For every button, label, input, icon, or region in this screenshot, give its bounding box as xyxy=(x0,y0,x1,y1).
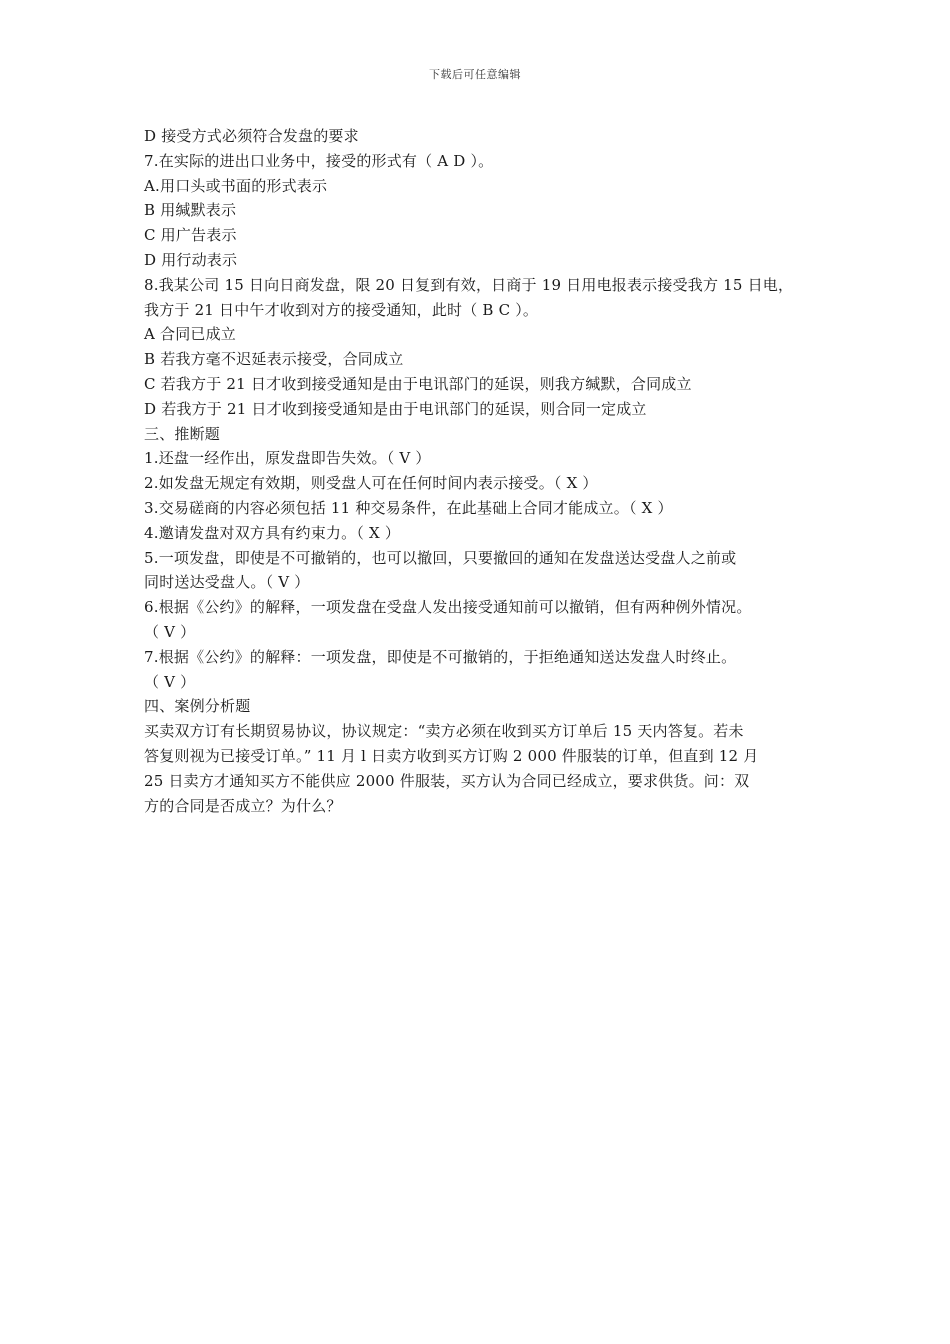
option-a: A 合同已成立 xyxy=(144,325,237,344)
document-body xyxy=(144,124,824,818)
case-text: 25 日卖方才通知买方不能供应 2000 件服装，买方认为合同已经成立，要求供货。问：双 xyxy=(144,771,750,790)
judgment-item-cont: （ V ） xyxy=(144,672,196,691)
judgment-item: 6.根据《公约》的解释，一项发盘在受盘人发出接受通知前可以撤销，但有两种例外情况。 xyxy=(144,598,752,617)
judgment-item-cont: 同时送达受盘人。（ V ） xyxy=(144,573,310,592)
option-d: D 若我方于 21 日才收到接受通知是由于电讯部门的延误，则合同一定成立 xyxy=(144,399,647,418)
option-b: B 若我方毫不迟延表示接受，合同成立 xyxy=(144,350,404,369)
text-line: D 接受方式必须符合发盘的要求 xyxy=(144,127,359,145)
question-8-cont: 我方于 21 日中午才收到对方的接受通知，此时（ B C ）。 xyxy=(144,300,539,319)
case-text: 买卖双方订有长期贸易协议，协议规定：“卖方必须在收到买方订单后 15 天内答复。若未 xyxy=(144,722,744,741)
option-a: A.用口头或书面的形式表示 xyxy=(144,176,328,195)
option-d: D 用行动表示 xyxy=(144,250,238,269)
judgment-item: 1.还盘一经作出，原发盘即告失效。（ V ） xyxy=(144,449,431,468)
question-8: 8.我某公司 15 日向日商发盘，限 20 日复到有效，日商于 19 日用电报表示接受我方 15 日电， xyxy=(144,275,794,294)
question-7: 7.在实际的进出口业务中，接受的形式有（ A D ）。 xyxy=(144,151,494,170)
judgment-item: 5.一项发盘，即使是不可撤销的，也可以撤回，只要撤回的通知在发盘送达受盘人之前或 xyxy=(144,548,737,567)
option-c: C 用广告表示 xyxy=(144,226,237,245)
option-c: C 若我方于 21 日才收到接受通知是由于电讯部门的延误，则我方缄默，合同成立 xyxy=(144,374,692,393)
section-heading: 四、案例分析题 xyxy=(144,697,251,716)
case-text: 方的合同是否成立？为什么？ xyxy=(144,796,342,815)
page-header: 下载后可任意编辑 xyxy=(429,68,521,81)
case-text: 答复则视为已接受订单。” 11 月 l 日卖方收到买方订购 2 000 件服装的订单，但直到 12 月 xyxy=(144,746,759,765)
judgment-item: 3.交易磋商的内容必须包括 11 种交易条件，在此基础上合同才能成立。（ X ） xyxy=(144,498,673,517)
judgment-item: 7.根据《公约》的解释：一项发盘，即使是不可撤销的，于拒绝通知送达发盘人时终止。 xyxy=(144,647,737,666)
section-heading: 三、推断题 xyxy=(144,424,221,443)
judgment-item-cont: （ V ） xyxy=(144,622,196,641)
judgment-item: 2.如发盘无规定有效期，则受盘人可在任何时间内表示接受。（ X ） xyxy=(144,474,598,493)
judgment-item: 4.邀请发盘对双方具有约束力。（ X ） xyxy=(144,523,401,542)
option-b: B 用缄默表示 xyxy=(144,201,237,220)
